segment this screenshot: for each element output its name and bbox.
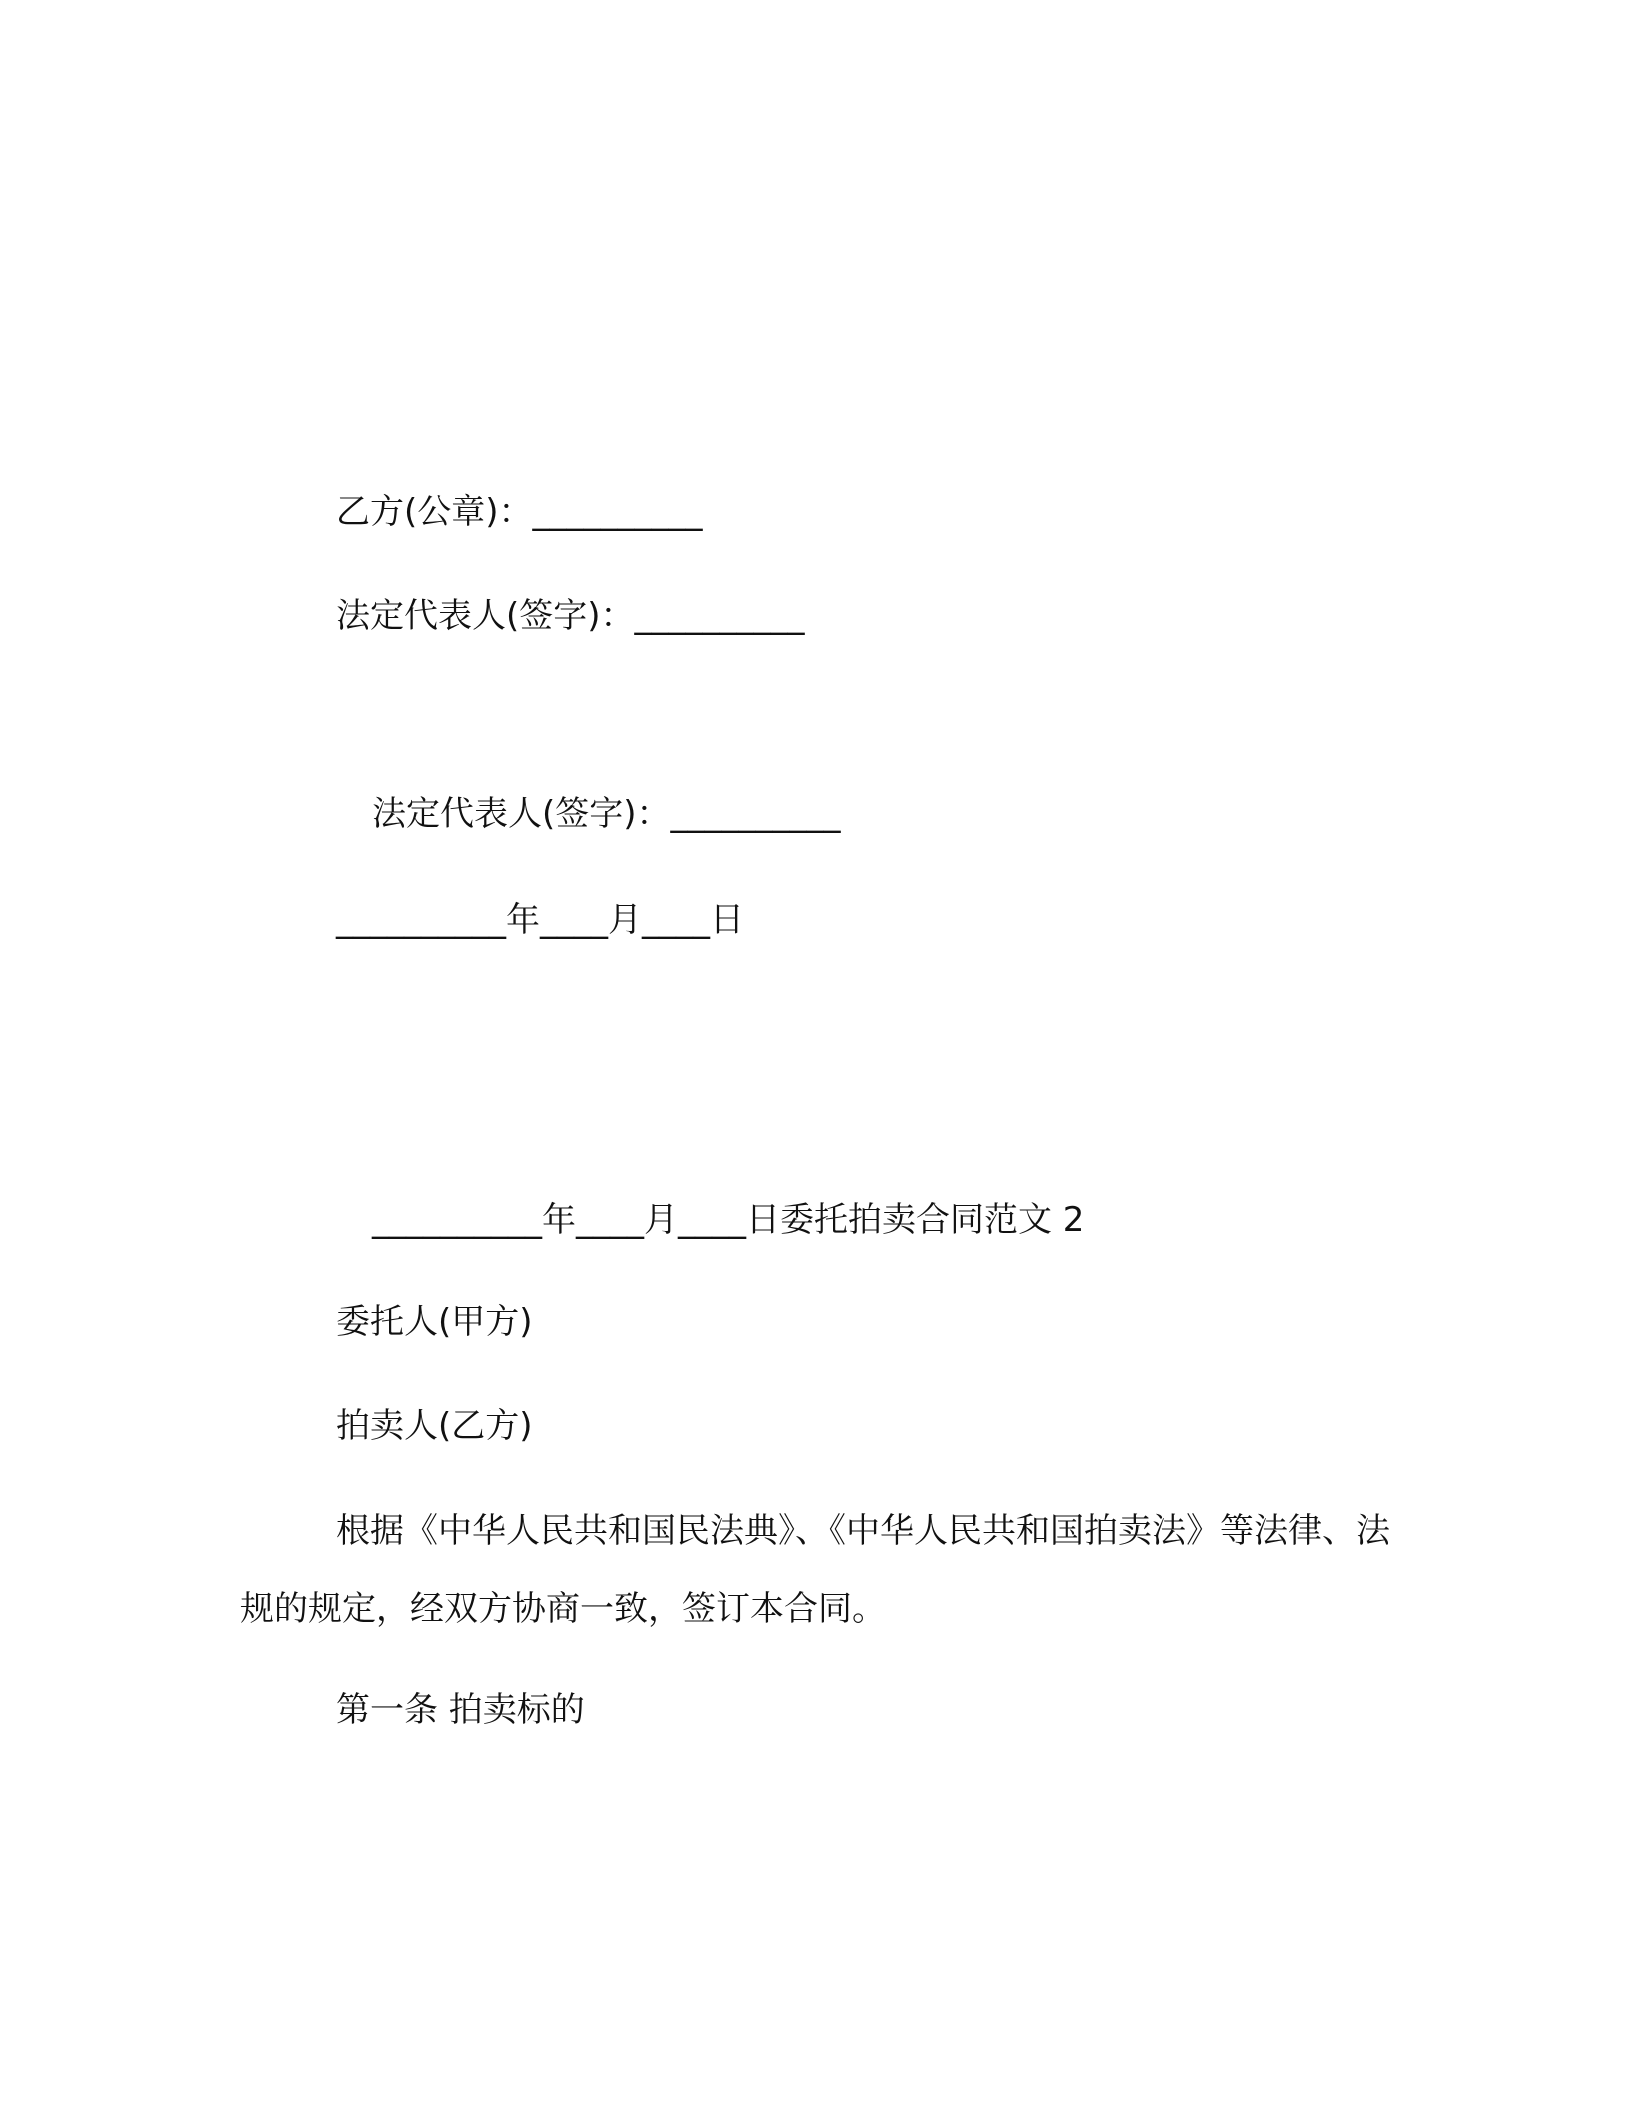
legal-representative-line: 法定代表人(签字)：__________ [336, 596, 805, 636]
date-line: __________年____月____日 [336, 900, 744, 940]
auctioneer-party-b-line: 拍卖人(乙方) [336, 1406, 533, 1446]
client-party-a-line: 委托人(甲方) [336, 1302, 533, 1342]
intro-paragraph: 根据《中华人民共和国民法典》、《中华人民共和国拍卖法》等法律、法规的规定，经双方协商一致，签订本合同。 [240, 1511, 1390, 1629]
date-title-line: __________年____月____日委托拍卖合同范文 2 [372, 1200, 1085, 1240]
article-1-heading: 第一条 拍卖标的 [336, 1690, 585, 1730]
party-b-seal-line: 乙方(公章)：__________ [336, 492, 703, 532]
legal-representative-line: 法定代表人(签字)：__________ [372, 794, 841, 834]
